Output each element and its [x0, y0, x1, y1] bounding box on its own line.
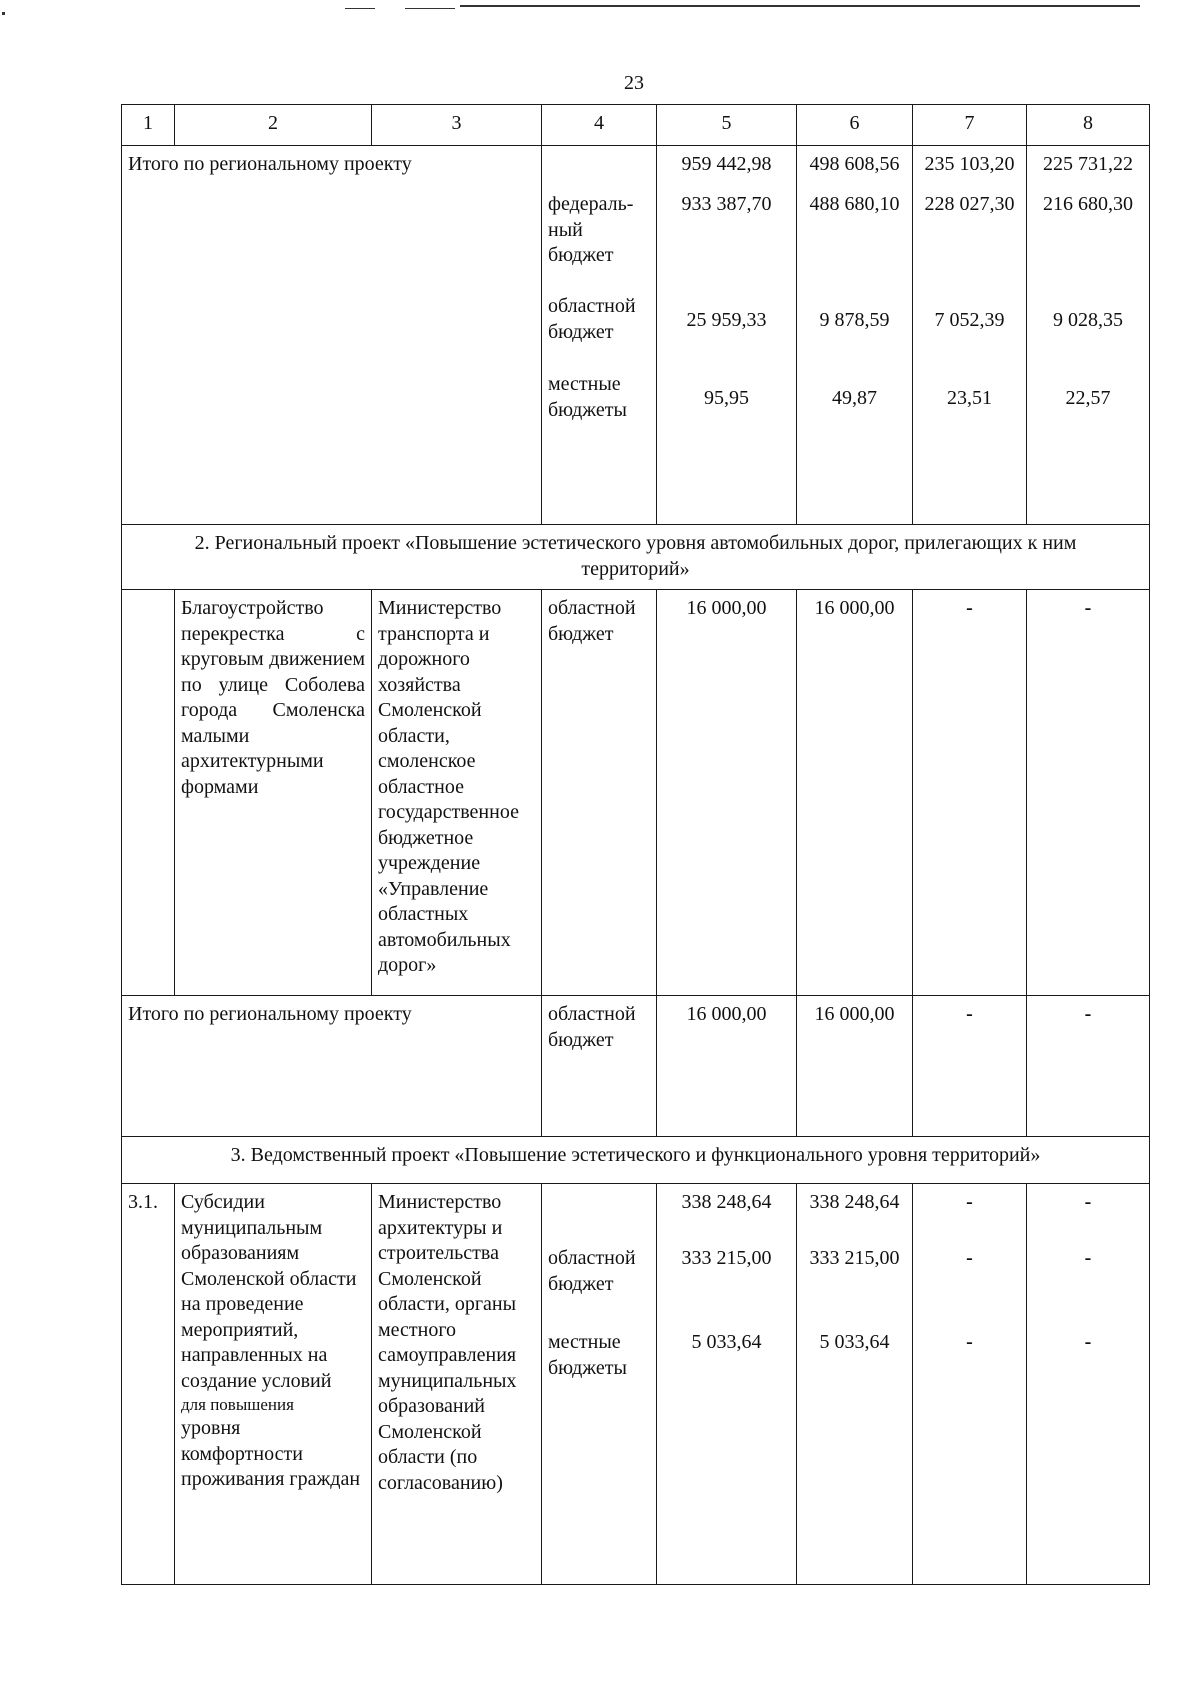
value-regional: 9 028,35 [1053, 308, 1123, 331]
value-total: 338 248,64 [681, 1191, 772, 1213]
section2-item-source: областной бюджет [542, 590, 657, 996]
value-federal: 488 680,10 [809, 192, 900, 215]
scan-artifact-line [460, 5, 1140, 7]
value-total: 225 731,22 [1043, 153, 1133, 175]
value-local: 49,87 [832, 386, 877, 409]
section2-total-row [122, 996, 1150, 1137]
section2-item-number [122, 590, 175, 996]
value-total: 338 248,64 [809, 1191, 900, 1213]
value-local: 95,95 [704, 386, 749, 409]
section2-item-executor: Министерство транспорта и дорожного хозяйства Смоленской области, смоленское областное государственное бюджетное учреждение «Управление областных автомобильных дорог» [372, 590, 542, 996]
value-regional: - [966, 1247, 973, 1269]
section2-item-col5: 16 000,00 [657, 590, 797, 996]
section3-col6 [797, 1184, 913, 1585]
value-total: 498 608,56 [809, 153, 900, 175]
section3-item-executor: Министерство архитектуры и строительства Смоленской области, органы местного самоуправления муниципальных образований Смоленской области (по согласованию) [372, 1184, 542, 1585]
section3-title-row [122, 1137, 1150, 1184]
section2-item-col8: - [1027, 590, 1150, 996]
source-regional: областной бюджет [548, 1247, 636, 1295]
value-regional: 333 215,00 [809, 1247, 900, 1269]
section3-col7 [913, 1184, 1027, 1585]
section2-item-col6: 16 000,00 [797, 590, 913, 996]
section1-total-label: Итого по региональному проекту [122, 146, 542, 525]
value-local: 5 033,64 [691, 1331, 762, 1353]
source-local: местные бюджеты [548, 1331, 627, 1379]
value-regional: 333 215,00 [681, 1247, 772, 1269]
section3-item-name-end: уровня комфортности проживания граждан [181, 1417, 361, 1490]
value-federal: 228 027,30 [924, 192, 1015, 215]
value-local: - [1084, 1331, 1092, 1353]
section2-item-col7: - [913, 590, 1027, 996]
section2-title-row [122, 525, 1150, 590]
section1-col5 [657, 146, 797, 525]
scan-artifact-line [345, 8, 375, 9]
section3-title: 3. Ведомственный проект «Повышение эстетического и функционального уровня территорий» [122, 1137, 1150, 1184]
value-total: 235 103,20 [924, 153, 1015, 175]
header-col-5: 5 [657, 105, 797, 146]
value-total: 959 442,98 [681, 153, 772, 175]
section3-item-row [122, 1184, 1150, 1585]
section3-item-name-small: для повышения [181, 1395, 294, 1414]
section3-sources-cell [542, 1184, 657, 1585]
header-col-6: 6 [797, 105, 913, 146]
header-col-7: 7 [913, 105, 1027, 146]
section1-col7 [913, 146, 1027, 525]
value-local: 22,57 [1065, 386, 1111, 409]
section3-item-name-cell [175, 1184, 372, 1585]
section2-item-row [122, 590, 1150, 996]
section1-total-row [122, 146, 1150, 525]
section3-col8 [1027, 1184, 1150, 1585]
section2-total-col8: - [1027, 996, 1150, 1137]
section1-col8 [1027, 146, 1150, 525]
value-total: - [966, 1191, 973, 1213]
section2-total-label: Итого по региональному проекту [122, 996, 542, 1137]
budget-table [121, 104, 1150, 1585]
header-col-8: 8 [1027, 105, 1150, 146]
page-number: 23 [624, 72, 644, 94]
section3-item-number: 3.1. [122, 1184, 175, 1585]
section2-total-col7: - [913, 996, 1027, 1137]
scan-artifact-line [405, 8, 455, 9]
section1-col6 [797, 146, 913, 525]
value-regional: 9 878,59 [819, 308, 890, 331]
value-federal: 216 680,30 [1043, 192, 1133, 215]
section2-total-col5: 16 000,00 [657, 996, 797, 1137]
header-col-2: 2 [175, 105, 372, 146]
value-regional: - [1084, 1247, 1092, 1269]
header-col-3: 3 [372, 105, 542, 146]
value-local: - [966, 1331, 973, 1353]
value-local: 5 033,64 [819, 1331, 890, 1353]
source-regional: областной бюджет [548, 295, 636, 343]
value-local: 23,51 [947, 386, 992, 409]
source-federal: федераль- ный бюджет [548, 193, 634, 266]
section2-total-source: областной бюджет [542, 996, 657, 1137]
header-col-1: 1 [122, 105, 175, 146]
section1-sources-cell [542, 146, 657, 525]
value-regional: 7 052,39 [934, 308, 1005, 331]
section3-item-name: Субсидии муниципальным образованиям Смоленской области на проведение мероприятий, направленных на создание условий [181, 1191, 357, 1392]
section2-item-name: Благоустройство перекрестка с круговым движением по улице Соболева города Смоленска малыми архитектурными формами [175, 590, 372, 996]
header-row [122, 105, 1150, 146]
value-federal: 933 387,70 [681, 192, 772, 215]
scan-artifact-dot [2, 12, 5, 15]
section2-total-col6: 16 000,00 [797, 996, 913, 1137]
header-col-4: 4 [542, 105, 657, 146]
value-total: - [1084, 1191, 1092, 1213]
source-local: местные бюджеты [548, 373, 627, 421]
section2-title: 2. Региональный проект «Повышение эстетического уровня автомобильных дорог, прилегающих к ним территорий» [122, 525, 1150, 590]
value-regional: 25 959,33 [686, 308, 767, 331]
section3-col5 [657, 1184, 797, 1585]
